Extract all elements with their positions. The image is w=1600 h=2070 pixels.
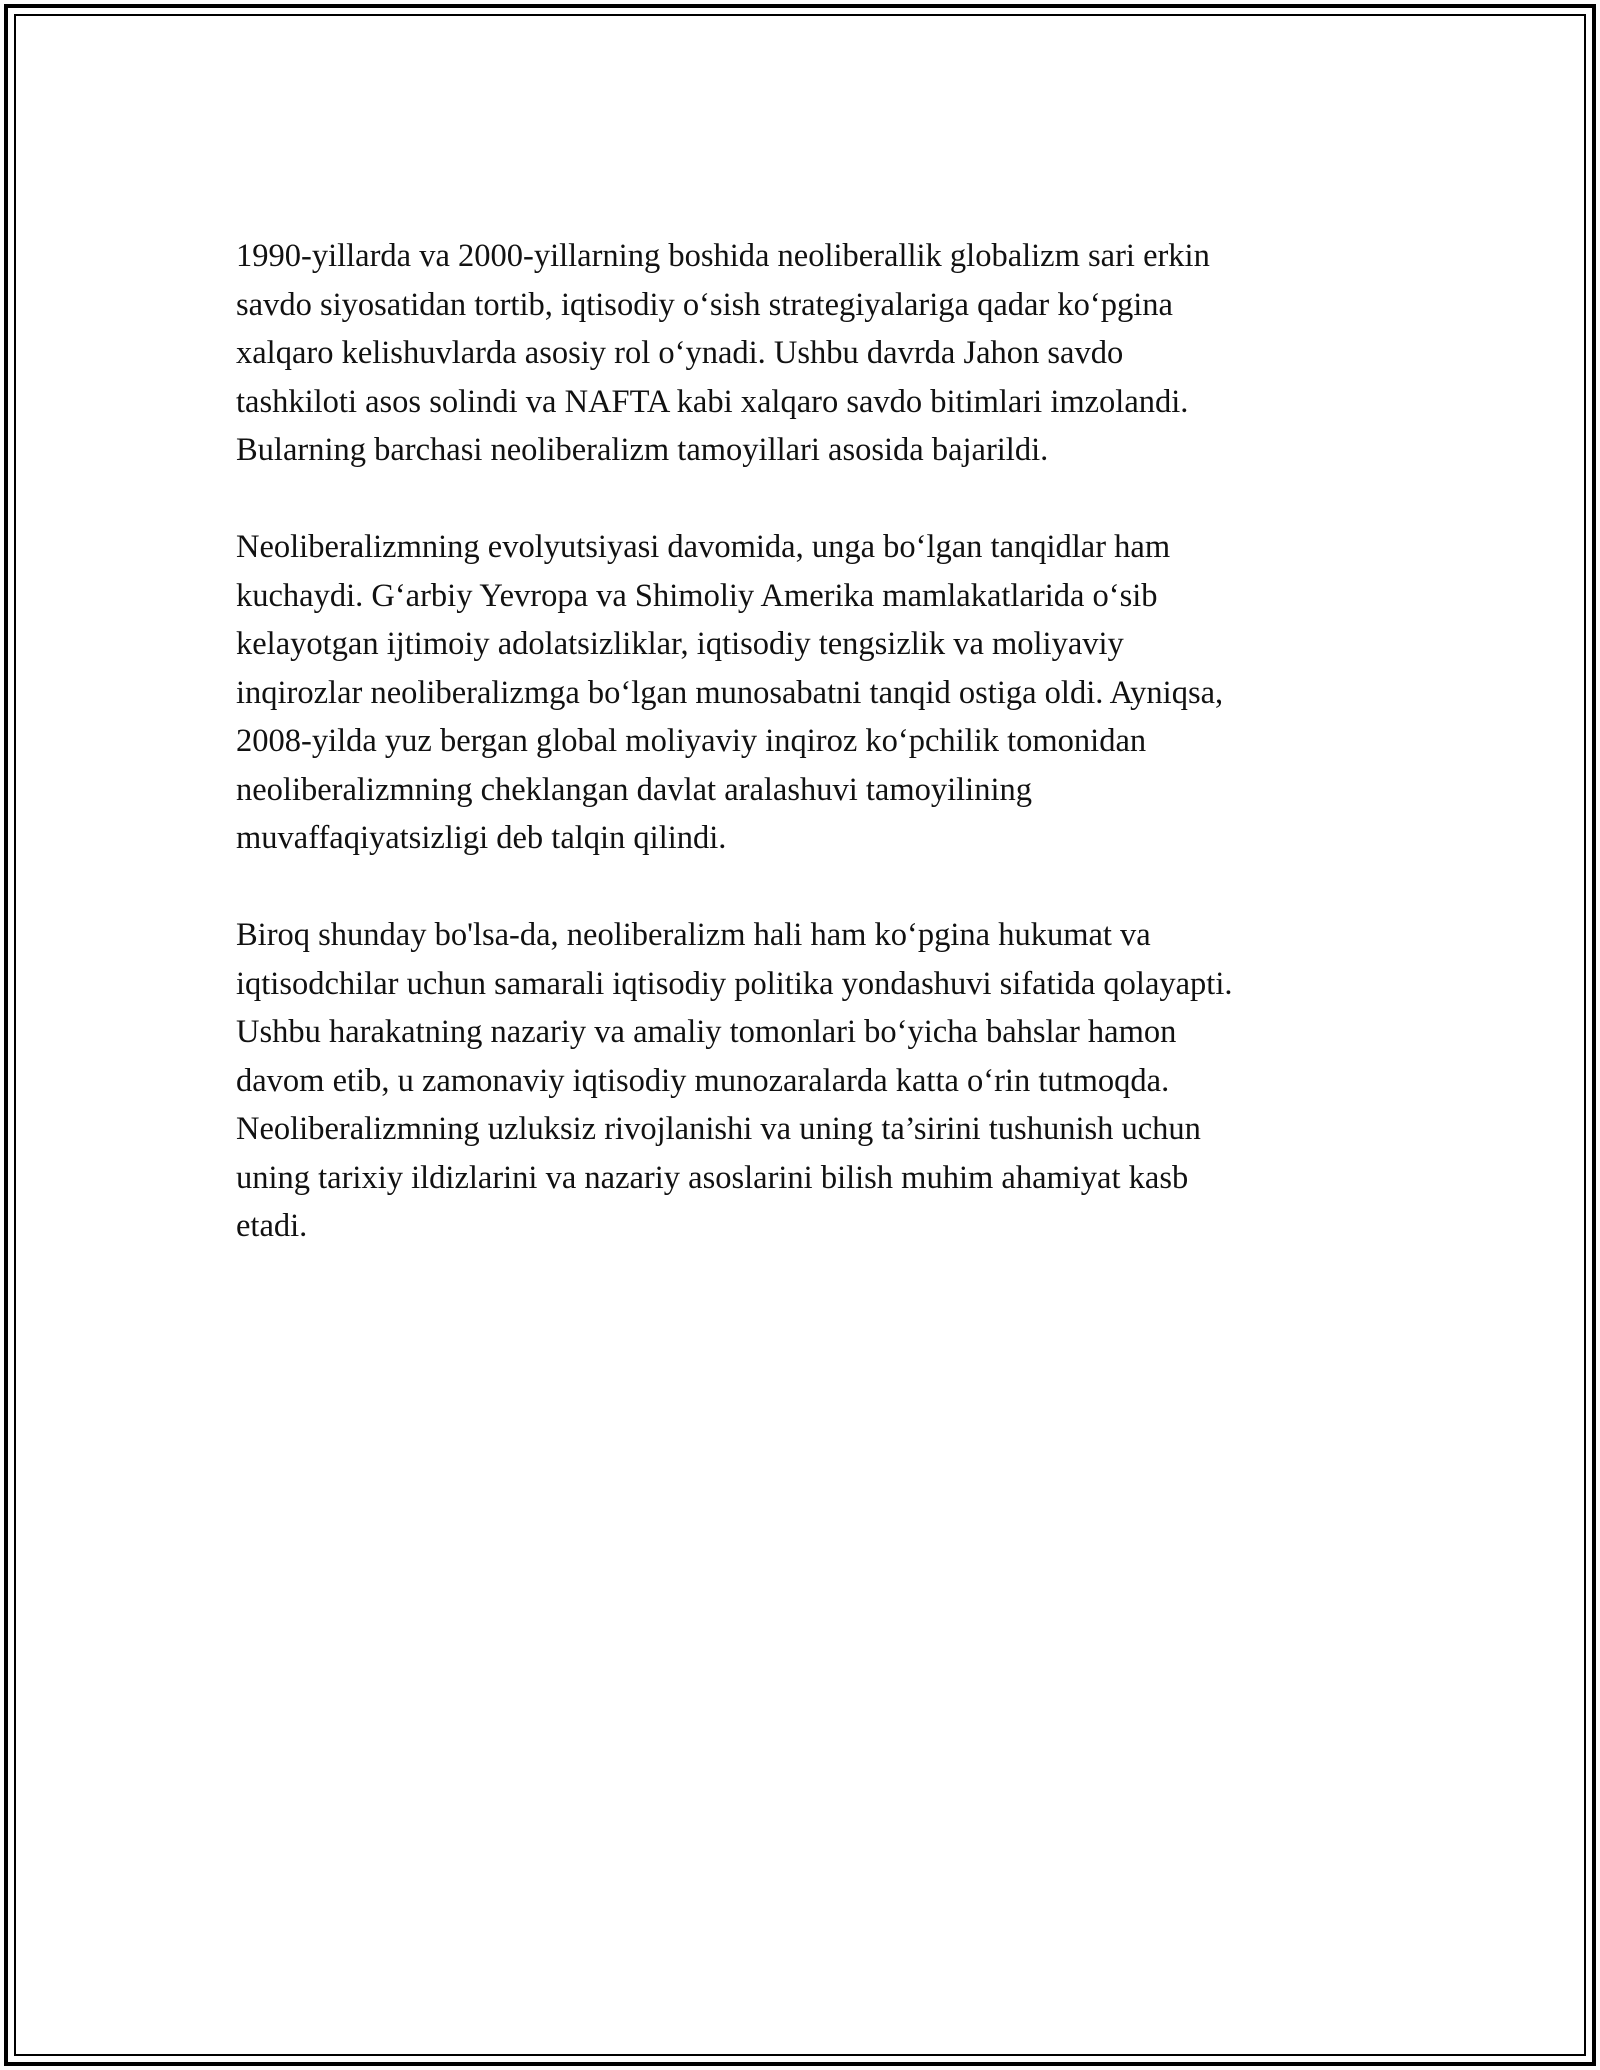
text-line: Bularning barchasi neoliberalizm tamoyillari asosida bajarildi. <box>236 432 1049 468</box>
paragraph-3 <box>236 911 1376 1251</box>
text-line: 2008-yilda yuz bergan global moliyaviy inqiroz ko‘pchilik tomonidan <box>236 723 1147 759</box>
paragraph-1 <box>236 232 1376 475</box>
text-line: iqtisodchilar uchun samarali iqtisodiy politika yondashuvi sifatida qolayapti. <box>236 965 1233 1002</box>
text-line: xalqaro kelishuvlarda asosiy rol o‘ynadi. Ushbu davrda Jahon savdo <box>236 335 1124 371</box>
text-line: muvaffaqiyatsizligi deb talqin qilindi. <box>236 820 727 856</box>
text-line: Neoliberalizmning uzluksiz rivojlanishi va uning ta’sirini tushunish uchun <box>236 1111 1201 1147</box>
text-line: Ushbu harakatning nazariy va amaliy tomonlari bo‘yicha bahslar hamon <box>236 1014 1177 1050</box>
text-line: kuchaydi. G‘arbiy Yevropa va Shimoliy Amerika mamlakatlarida o‘sib <box>236 577 1158 614</box>
text-line: inqirozlar neoliberalizmga bo‘lgan munosabatni tanqid ostiga oldi. Ayniqsa, <box>236 674 1224 711</box>
text-line: neoliberalizmning cheklangan davlat aralashuvi tamoyilining <box>236 771 1032 808</box>
text-line: tashkiloti asos solindi va NAFTA kabi xalqaro savdo bitimlari imzolandi. <box>236 383 1189 420</box>
text-line: davom etib, u zamonaviy iqtisodiy munozaralarda katta o‘rin tutmoqda. <box>236 1062 1170 1099</box>
text-line: 1990-yillarda va 2000-yillarning boshida neoliberallik globalizm sari erkin <box>236 238 1210 274</box>
paragraph-2 <box>236 523 1376 863</box>
text-line: Biroq shunday bo'lsa-da, neoliberalizm hali ham ko‘pgina hukumat va <box>236 917 1151 953</box>
text-line: savdo siyosatidan tortib, iqtisodiy o‘sish strategiyalariga qadar ko‘pgina <box>236 286 1173 323</box>
text-line: Neoliberalizmning evolyutsiyasi davomida, unga bo‘lgan tanqidlar ham <box>236 529 1171 565</box>
text-line: kelayotgan ijtimoiy adolatsizliklar, iqtisodiy tengsizlik va moliyaviy <box>236 626 1124 662</box>
text-line: etadi. <box>236 1208 308 1244</box>
text-line: uning tarixiy ildizlarini va nazariy asoslarini bilish muhim ahamiyat kasb <box>236 1159 1189 1196</box>
document-body <box>236 232 1376 1299</box>
